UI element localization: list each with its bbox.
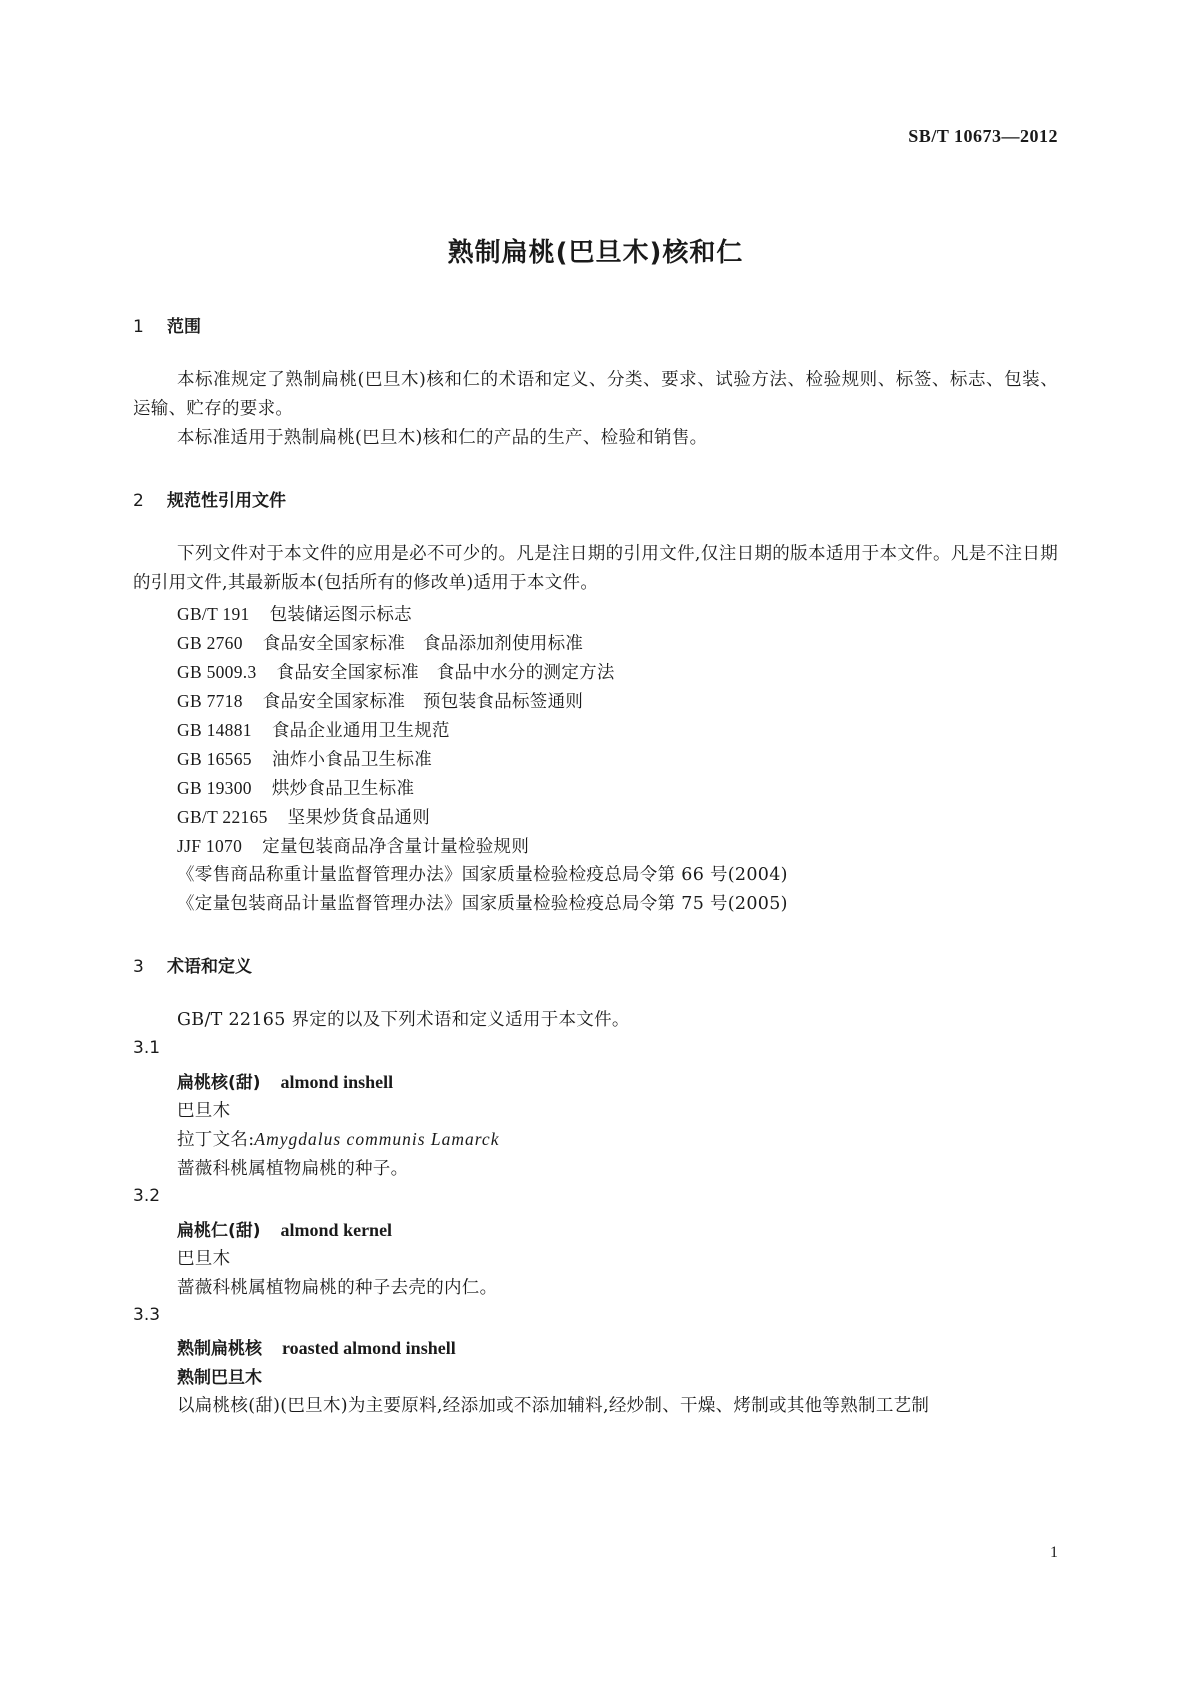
reference-title: 定量包装商品净含量计量检验规则 [262,837,530,857]
term-alias: 巴旦木 [177,1101,231,1121]
term-definition: 蔷薇科桃属植物扁桃的种子。 [177,1159,409,1179]
term-definition: 蔷薇科桃属植物扁桃的种子去壳的内仁。 [177,1278,498,1298]
reference-code: GB 16565 [177,749,252,769]
page-number: 1 [1050,1544,1058,1561]
term-en: roasted almond inshell [282,1338,456,1358]
clause-number: 3.2 [133,1186,161,1206]
reference-code: GB 5009.3 [177,662,257,682]
reference-title: 食品安全国家标准 食品添加剂使用标准 [262,634,584,654]
latin-name-line [177,1126,499,1151]
reference-item [177,629,583,659]
reference-item [177,745,432,775]
reference-title: 包装储运图示标志 [269,605,412,625]
term-heading [177,1216,392,1241]
section-title: 范围 [167,317,201,337]
section-3-heading [133,952,252,977]
section-1-heading [133,312,201,337]
reference-item [177,687,583,717]
term-zh: 扁桃核(甜) [177,1073,261,1093]
reference-title: 食品安全国家标准 食品中水分的测定方法 [276,663,615,683]
reference-decree: 《定量包装商品计量监督管理办法》国家质量检验检疫总局令第 75 号(2005) [177,894,788,914]
term-definition: 以扁桃核(甜)(巴旦木)为主要原料,经添加或不添加辅料,经炒制、干燥、烤制或其他等熟制工艺制 [177,1396,930,1416]
section-number: 1 [133,317,144,337]
section-2-heading [133,486,286,511]
reference-title: 油炸小食品卫生标准 [271,750,433,770]
term-en: almond inshell [280,1072,394,1092]
latin-name-label: 拉丁文名: [177,1130,255,1150]
reference-code: GB 19300 [177,778,252,798]
term-alias-bold: 熟制巴旦木 [177,1368,262,1388]
references-intro: 下列文件对于本文件的应用是必不可少的。凡是注日期的引用文件,仅注日期的版本适用于本文件。凡是不注日期的引用文件,其最新版本(包括所有的修改单)适用于本文件。 [133,544,1058,593]
section-number: 3 [133,957,144,977]
reference-title: 烘炒食品卫生标准 [271,779,415,799]
scope-paragraph-2: 本标准适用于熟制扁桃(巴旦木)核和仁的产品的生产、检验和销售。 [177,428,708,448]
reference-item [177,832,529,862]
reference-item [177,600,412,630]
scope-paragraph-1: 本标准规定了熟制扁桃(巴旦木)核和仁的术语和定义、分类、要求、试验方法、检验规则、标签、标志、包装、运输、贮存的要求。 [133,370,1058,419]
standard-code: SB/T 10673—2012 [908,126,1058,146]
reference-code: JJF 1070 [177,836,243,856]
reference-code: GB/T 191 [177,604,250,624]
reference-decree: 《零售商品称重计量监督管理办法》国家质量检验检疫总局令第 66 号(2004) [177,865,788,885]
reference-code: GB 14881 [177,720,252,740]
reference-code: GB 2760 [177,633,243,653]
reference-item [177,774,414,804]
term-alias: 巴旦木 [177,1249,231,1269]
term-zh: 扁桃仁(甜) [177,1221,261,1241]
reference-item [177,803,430,833]
term-heading [177,1068,393,1093]
latin-name: Amygdalus communis Lamarck [254,1129,500,1149]
section-title: 术语和定义 [167,957,252,977]
reference-code: GB 7718 [177,691,243,711]
clause-number: 3.1 [133,1038,161,1058]
clause-number: 3.3 [133,1305,161,1325]
reference-code: GB/T 22165 [177,807,268,827]
term-en: almond kernel [280,1220,393,1240]
reference-title: 食品企业通用卫生规范 [271,721,450,741]
reference-title: 食品安全国家标准 预包装食品标签通则 [262,692,584,712]
reference-item [177,716,450,746]
term-heading [177,1334,456,1359]
reference-item [177,658,615,688]
section-number: 2 [133,491,144,511]
reference-title: 坚果炒货食品通则 [287,808,431,828]
terms-intro: GB/T 22165 界定的以及下列术语和定义适用于本文件。 [177,1010,630,1030]
section-title: 规范性引用文件 [167,491,286,511]
document-title: 熟制扁桃(巴旦木)核和仁 [447,238,744,268]
term-zh: 熟制扁桃核 [177,1339,262,1359]
